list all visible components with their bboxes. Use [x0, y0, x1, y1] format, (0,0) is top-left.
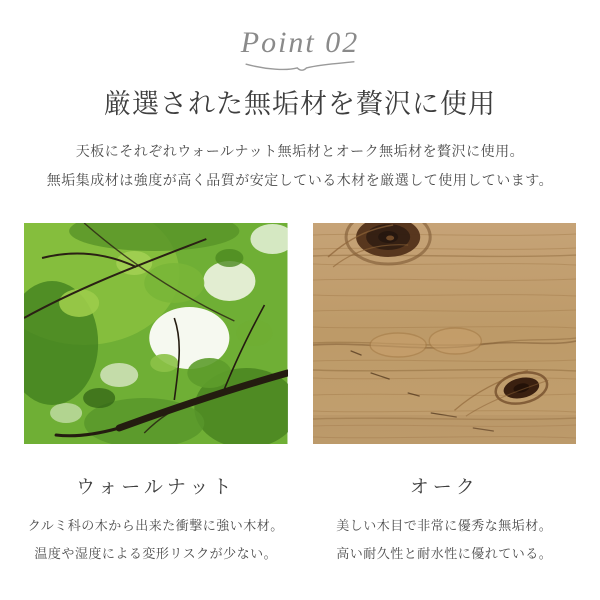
oak-desc-line-2: 高い耐久性と耐水性に優れている。 — [336, 546, 553, 561]
point-number-label: Point 02 — [240, 26, 360, 59]
oak-wood-grain-photo — [313, 223, 577, 444]
oak-desc-line-1: 美しい木目で非常に優秀な無垢材。 — [336, 518, 553, 533]
section-heading: 厳選された無垢材を贅沢に使用 — [104, 89, 496, 119]
walnut-desc-line-1: クルミ科の木から出来た衝撃に強い木材。 — [27, 518, 284, 533]
intro-line-1: 天板にそれぞれウォールナット無垢材とオーク無垢材を贅沢に使用。 — [75, 143, 525, 159]
walnut-column — [24, 223, 288, 568]
intro-line-2: 無垢集成材は強度が高く品質が安定している木材を厳選して使用しています。 — [46, 172, 554, 188]
material-columns — [0, 223, 600, 568]
walnut-description — [24, 512, 288, 568]
walnut-desc-line-2: 温度や湿度による変形リスクが少ない。 — [34, 546, 278, 561]
walnut-tree-canopy-photo — [24, 223, 288, 444]
intro-paragraph — [0, 137, 600, 195]
walnut-name-label: ウォールナット — [76, 477, 236, 498]
oak-column — [313, 223, 577, 568]
point-badge — [0, 26, 600, 73]
oak-name-label: オーク — [409, 477, 479, 498]
handwritten-underline-swoosh-icon — [241, 60, 359, 73]
oak-description — [313, 512, 577, 568]
